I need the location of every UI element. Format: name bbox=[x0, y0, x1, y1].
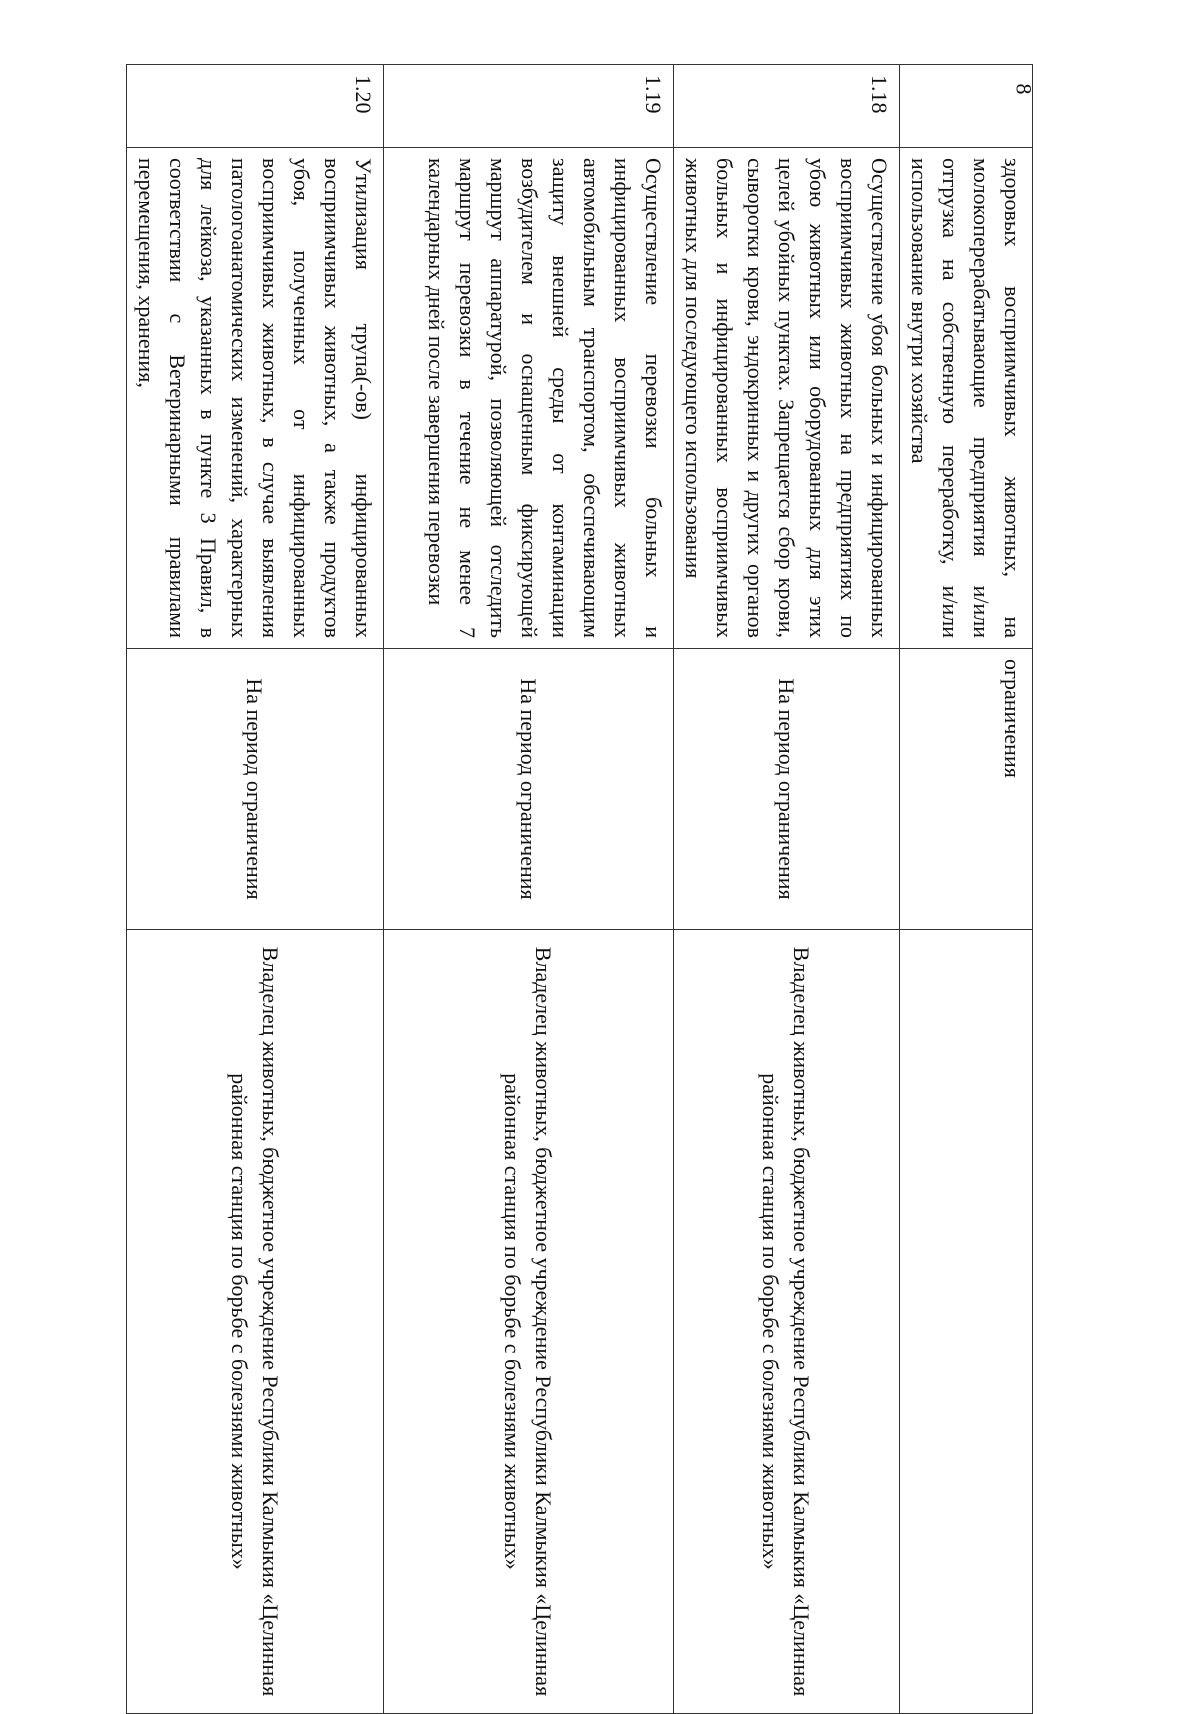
row-number-cell: 1.18 bbox=[674, 65, 900, 148]
term-text: На период ограничения bbox=[516, 678, 541, 900]
table-row bbox=[127, 65, 384, 1714]
term-cell bbox=[674, 649, 900, 930]
term-text: На период ограничения bbox=[774, 678, 799, 900]
responsible-cell bbox=[674, 930, 900, 1714]
table-row-continuation bbox=[900, 65, 1033, 1714]
responsible-cell bbox=[900, 930, 1033, 1714]
page-number: 8 bbox=[1011, 83, 1037, 95]
table-row bbox=[384, 65, 674, 1714]
term-cell bbox=[127, 649, 384, 930]
responsible-text: Владелец животных, бюджетное учреждение Республики Калмыкия «Целинная районная станция по борьбе с болезнями животных» bbox=[227, 946, 283, 1697]
measure-description-cell: Осуществление убоя больных и инфицированных восприимчивых животных на предприятиях по убою животных или оборудованных для этих целей убойных пунктах. Запрещается сбор крови, сыворотки крови, эндокринных и других органов больных и инфицированных восприимчивых животных для последующего использования bbox=[674, 148, 900, 649]
measure-description-cell: Утилизация трупа(-ов) инфицированных восприимчивых животных, а также продуктов убоя, полученных от инфицированных восприимчивых животных, в случае выявления патологоанатомических изменений, характерных для лейкоза, указанных в пункте 3 Правил, в соответствии с Ветеринарными правилами перемещения, хранения, bbox=[127, 148, 384, 649]
measures-table bbox=[126, 64, 1033, 1714]
responsible-cell bbox=[127, 930, 384, 1714]
responsible-cell bbox=[384, 930, 674, 1714]
measure-description-cell: здоровых восприимчивых животных, на молокоперерабатывающие предприятия и/или отгрузка на собственную переработку, и/или использование внутри хозяйства bbox=[900, 148, 1033, 649]
term-cell: ограничения bbox=[900, 649, 1033, 930]
rotated-table-container bbox=[134, 64, 1033, 1714]
responsible-text: Владелец животных, бюджетное учреждение Республики Калмыкия «Целинная районная станция по борьбе с болезнями животных» bbox=[500, 946, 557, 1697]
measure-description-cell: Осуществление перевозки больных и инфицированных восприимчивых животных автомобильным транспортом, обеспечивающим защиту внешней среды от контаминации возбудителем и оснащенным фиксирующей маршрут аппаратурой, позволяющей отследить маршрут перевозки в течение не менее 7 календарных дней после завершения перевозки bbox=[384, 148, 674, 649]
term-cell bbox=[384, 649, 674, 930]
table-row bbox=[674, 65, 900, 1714]
row-number-cell: 1.19 bbox=[384, 65, 674, 148]
term-text: На период ограничения bbox=[242, 678, 268, 900]
row-number-cell: 1.20 bbox=[127, 65, 384, 148]
row-number-cell bbox=[900, 65, 1033, 148]
responsible-text: Владелец животных, бюджетное учреждение Республики Калмыкия «Целинная районная станция по борьбе с болезнями животных» bbox=[758, 946, 815, 1697]
